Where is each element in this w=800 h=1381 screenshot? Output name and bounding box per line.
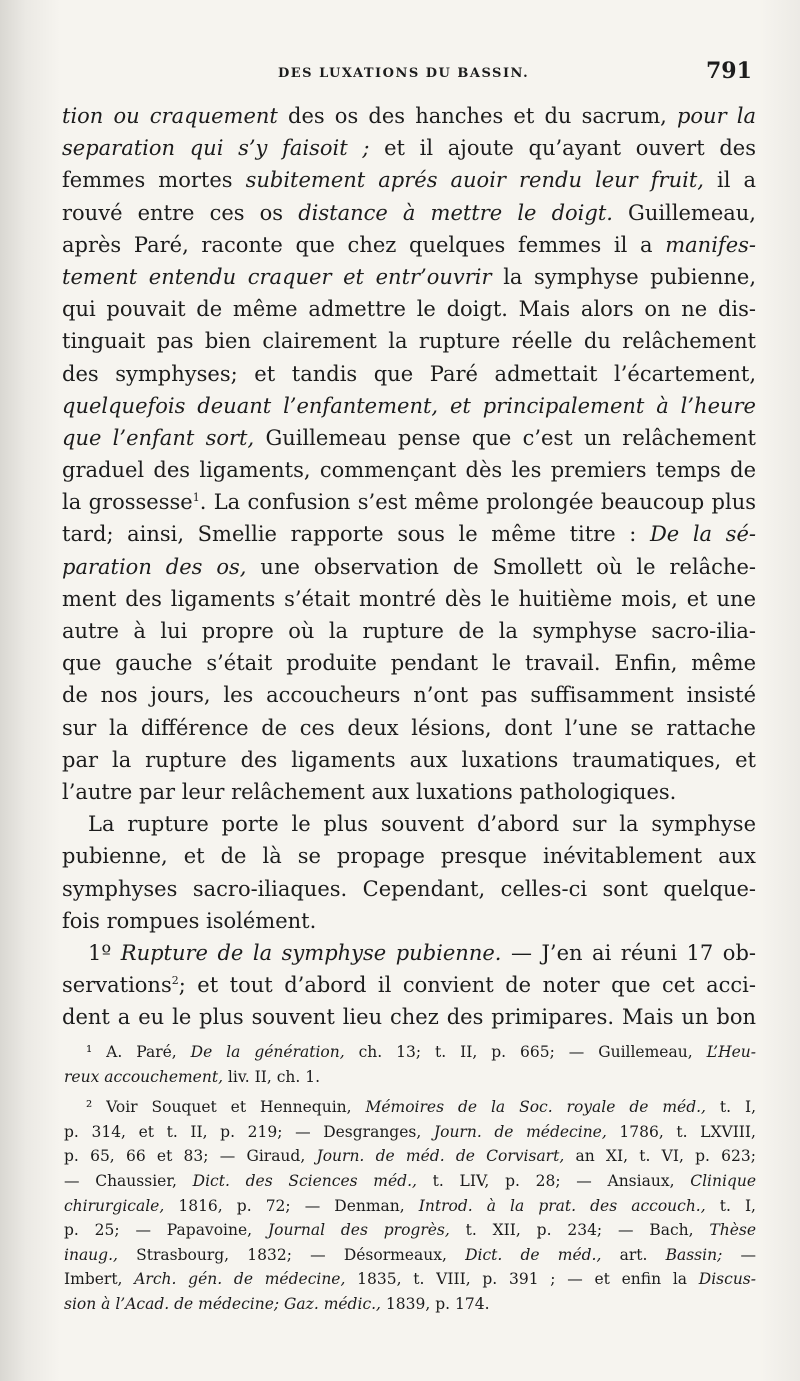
footnotes: [64, 1040, 756, 1317]
italic-text: Mémoires de la Soc. royale de méd.,: [365, 1098, 706, 1117]
text-line: [62, 325, 756, 357]
italic-text: De la génération,: [190, 1043, 345, 1061]
italic-text: Dict. des Sciences méd.,: [192, 1171, 417, 1190]
text-line: [62, 358, 756, 390]
italic-text: paration des os,: [62, 554, 247, 579]
text-line: [62, 293, 756, 325]
footnote-marker: 1: [192, 491, 200, 505]
text-segment: ch. 13; t. II, p. 665; — Guillemeau,: [344, 1043, 707, 1061]
footnote-line: [64, 1194, 756, 1219]
text-segment: l’autre par leur relâchement aux luxations pathologiques.: [62, 779, 677, 804]
text-segment: ; et tout d’abord il convient de noter que cet acci-: [178, 973, 756, 998]
footnote-line: [64, 1218, 756, 1243]
italic-text: pour la: [676, 104, 756, 128]
italic-text: Journ. de méd. de Corvisart,: [316, 1147, 565, 1166]
italic-text: Bassin;: [665, 1245, 723, 1264]
italic-text: inaug.,: [64, 1245, 118, 1264]
text-segment: par la rupture des ligaments aux luxations traumatiques, et: [62, 747, 756, 772]
italic-text: reux accouchement,: [64, 1067, 223, 1086]
italic-text: quelquefois deuant l’enfantement, et principalement à l’heure: [62, 393, 756, 418]
text-segment: 1816, p. 72; — Denman,: [164, 1196, 419, 1215]
text-segment: Imbert,: [64, 1270, 135, 1289]
footnote-line: [64, 1267, 756, 1292]
text-segment: — J’en ai réuni 17 ob-: [501, 940, 756, 965]
text-segment: servations: [62, 973, 172, 998]
italic-text: Journ. de médecine,: [433, 1122, 607, 1141]
text-line: [62, 583, 756, 615]
text-line: [62, 229, 756, 261]
footnote-line: [64, 1292, 756, 1317]
text-segment: de nos jours, les accoucheurs n’ont pas suffisamment insisté: [62, 683, 756, 708]
text-segment: une observation de Smollett où le relâche-: [246, 554, 756, 579]
text-segment: dent a eu le plus souvent lieu chez des primipares. Mais un bon: [62, 1005, 756, 1030]
text-segment: fois rompues isolément.: [62, 908, 317, 933]
text-segment: autre à lui propre où la rupture de la symphyse sacro-ilia-: [62, 619, 756, 643]
text-segment: des os des hanches et du sacrum,: [277, 104, 677, 128]
text-line: [62, 937, 756, 969]
text-line: [62, 422, 756, 454]
text-segment: t. LIV, p. 28; — Ansiaux,: [416, 1171, 691, 1190]
italic-text: tement entendu craquer et entr’ouvrir: [62, 264, 492, 289]
italic-text: L’Heu-: [706, 1043, 756, 1061]
text-segment: an XI, t. VI, p. 623;: [564, 1147, 756, 1166]
running-head-title: DES LUXATIONS DU BASSIN.: [278, 66, 530, 81]
page-number: 791: [706, 58, 752, 84]
running-head: [0, 58, 800, 88]
footnote-line: [64, 1120, 756, 1145]
text-line: [62, 454, 756, 486]
text-segment: des symphyses; et tandis que Paré admettait l’écartement,: [62, 361, 756, 386]
text-segment: t. I,: [705, 1196, 756, 1215]
text-segment: 1º: [88, 940, 121, 965]
footnote-line: [64, 1243, 756, 1268]
text-segment: rouvé entre ces os: [62, 200, 299, 225]
text-line: [62, 132, 756, 164]
text-segment: ¹ A. Paré,: [86, 1043, 191, 1061]
italic-text: distance à mettre le doigt.: [298, 200, 613, 225]
text-line: [62, 905, 756, 937]
text-line: [62, 164, 756, 196]
body-text: [62, 100, 756, 1033]
text-segment: Strasbourg, 1832; — Désormeaux,: [117, 1245, 466, 1264]
italic-text: tion ou craquement: [62, 104, 278, 128]
text-line: [62, 712, 756, 744]
text-segment: p. 314, et t. II, p. 219; — Desgranges,: [64, 1122, 434, 1141]
text-segment: . La confusion s’est même prolongée beaucoup plus: [199, 490, 756, 515]
text-segment: —: [722, 1245, 756, 1264]
footnote-line: [64, 1065, 756, 1090]
italic-text: separation qui s’y faisoit ;: [62, 136, 370, 161]
italic-text: manifes-: [665, 232, 756, 257]
footnote-line: [64, 1169, 756, 1194]
footnote-line: [64, 1095, 756, 1120]
text-segment: pubienne, et de là se propage presque inévitablement aux: [62, 844, 756, 869]
text-segment: Guillemeau pense que c’est un relâchement: [254, 425, 756, 450]
text-segment: ² Voir Souquet et Hennequin,: [86, 1098, 366, 1117]
text-line: [62, 551, 756, 583]
text-segment: et il ajoute qu’ayant ouvert des: [369, 136, 756, 161]
italic-text: Gaz. médic.,: [284, 1294, 381, 1313]
text-segment: femmes mortes: [62, 168, 246, 193]
italic-text: subitement aprés auoir rendu leur fruit,: [245, 168, 704, 193]
footnote-line: [64, 1040, 756, 1065]
text-segment: qui pouvait de même admettre le doigt. Mais alors on ne dis-: [62, 297, 756, 322]
text-line: [62, 873, 756, 905]
text-segment: graduel des ligaments, commençant dès les premiers temps de: [62, 458, 756, 483]
italic-text: Dict. de méd.,: [465, 1245, 602, 1264]
text-line: [62, 261, 756, 293]
text-segment: symphyses sacro-iliaques. Cependant, celles-ci sont quelque-: [62, 876, 756, 901]
text-line: [62, 390, 756, 422]
italic-text: chirurgicale,: [64, 1196, 165, 1215]
text-segment: La rupture porte le plus souvent d’abord sur la symphyse: [88, 812, 756, 837]
text-segment: t. XII, p. 234; — Bach,: [449, 1221, 710, 1240]
text-segment: Guillemeau,: [612, 200, 756, 225]
text-line: [62, 647, 756, 679]
text-segment: t. I,: [705, 1098, 756, 1117]
italic-text: Discus-: [698, 1270, 756, 1289]
italic-text: Rupture de la symphyse pubienne.: [120, 940, 502, 965]
text-line: [62, 969, 756, 1001]
italic-text: Introd. à la prat. des accouch.,: [418, 1196, 706, 1215]
text-segment: la grossesse: [62, 490, 193, 515]
text-segment: — Chaussier,: [64, 1171, 193, 1190]
text-line: [62, 808, 756, 840]
text-line: [62, 197, 756, 229]
text-segment: 1839, p. 174.: [380, 1294, 490, 1313]
text-segment: p. 65, 66 et 83; — Giraud,: [64, 1147, 317, 1166]
italic-text: Arch. gén. de médecine,: [134, 1270, 346, 1289]
text-segment: p. 25; — Papavoine,: [64, 1221, 268, 1240]
text-segment: que gauche s’était produite pendant le travail. Enfin, même: [62, 651, 756, 676]
text-line: [62, 486, 756, 518]
italic-text: Journal des progrès,: [267, 1221, 450, 1240]
italic-text: De la sé-: [649, 522, 756, 547]
text-line: [62, 840, 756, 872]
text-segment: art.: [601, 1245, 666, 1264]
text-line: [62, 615, 756, 647]
text-line: [62, 744, 756, 776]
text-line: [62, 518, 756, 550]
text-segment: liv. II, ch. 1.: [223, 1067, 321, 1086]
italic-text: Clinique: [690, 1171, 756, 1190]
text-line: [62, 100, 756, 132]
text-line: [62, 1001, 756, 1033]
footnote-line: [64, 1144, 756, 1169]
text-line: [62, 679, 756, 711]
text-segment: tard; ainsi, Smellie rapporte sous le même titre :: [62, 522, 650, 547]
italic-text: sion à l’Acad. de médecine;: [64, 1294, 280, 1313]
text-segment: après Paré, raconte que chez quelques femmes il a: [62, 232, 666, 257]
italic-text: Thèse: [709, 1221, 756, 1240]
text-line: [62, 776, 756, 808]
text-segment: il a: [703, 168, 756, 193]
text-segment: tinguait pas bien clairement la rupture réelle du relâchement: [62, 329, 756, 354]
footnote-marker: 2: [171, 974, 179, 988]
italic-text: que l’enfant sort,: [62, 425, 255, 450]
text-segment: la symphyse pubienne,: [491, 264, 756, 289]
text-segment: 1835, t. VIII, p. 391 ; — et enfin la: [345, 1270, 699, 1289]
text-segment: ment des ligaments s’était montré dès le huitième mois, et une: [62, 586, 756, 611]
text-segment: 1786, t. LXVIII,: [606, 1122, 756, 1141]
text-segment: sur la différence de ces deux lésions, dont l’une se rattache: [62, 715, 756, 740]
